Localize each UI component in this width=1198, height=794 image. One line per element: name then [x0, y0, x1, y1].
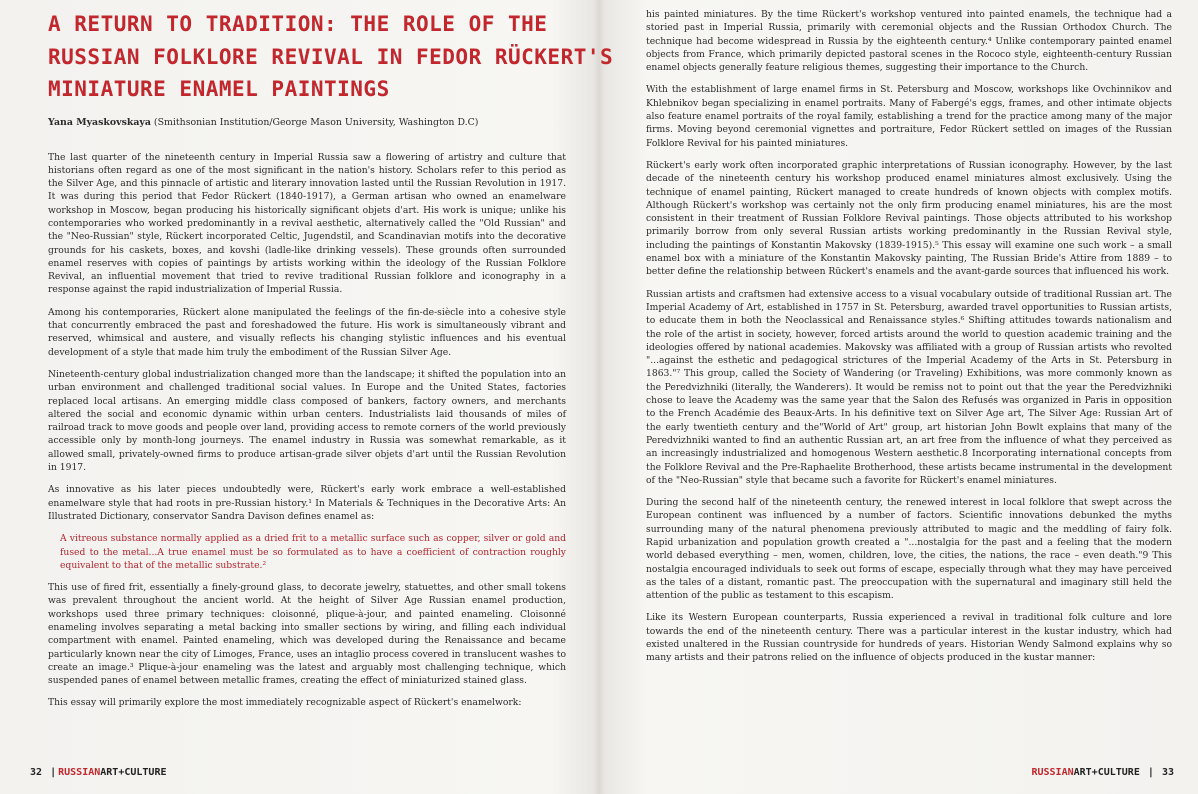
brand-russian: RUSSIAN	[1031, 767, 1074, 778]
left-footer	[30, 767, 167, 778]
footer-separator: |	[50, 767, 57, 778]
paragraph: During the second half of the nineteenth century, the renewed interest in local folklore that swept across the European continent was influenced by a number of factors. Scientific innovations debunked the myths surrounding many of the natural phenomena previously attributed to magic and the meddling of fairy folk. Rapid urbanization and population growth created a "...nostalgia for the past and a feeling that the modern world debased everything – men, women, children, love, the cities, the nations, the race – even death."9 This nostalgia encouraged individuals to seek out forms of escape, especially through what they may have perceived as the tales of a distant, romantic past. The preoccupation with the supernatural and imaginary still held the attention of the public as testament to this escapism.	[646, 497, 1172, 602]
paragraph: This use of fired frit, essentially a finely-ground glass, to decorate jewelry, statuettes, and other small tokens was prevalent throughout the ancient world. At the height of Silver Age Russian enamel production, workshops used three primary techniques: cloisonné, plique-à-jour, and painted enameling. Cloisonné enameling involves separating a metal backing into smaller sections by wiring, and filling each individual compartment with enamel. Painted enameling, which was developed during the Renaissance and became particularly known near the city of Limoges, France, uses an intaglio process covered in translucent washes to create an image.³ Plique-à-jour enameling was the latest and arguably most challenging technique, which suspended panes of enamel between metallic frames, creating the effect of miniaturized stained glass.	[48, 582, 566, 687]
right-page	[602, 0, 1198, 794]
paragraph: Among his contemporaries, Rückert alone manipulated the feelings of the fin-de-siècle into a cohesive style that concurrently embraced the past and foreshadowed the future. His work is simultaneously vibrant and reserved, whimsical and austere, and visually reflects his changing stylistic influences and his eventual development of a style that made him truly the embodiment of the Russian Silver Age.	[48, 306, 566, 358]
paragraph: Russian artists and craftsmen had extensive access to a visual vocabulary outside of traditional Russian art. The Imperial Academy of Art, established in 1757 in St. Petersburg, awarded travel opportunities to Russian artists, to educate them in both the Neoclassical and Renaissance styles.⁶ Shifting attitudes towards nationalism and the role of the artist in society, however, forced artists around the world to question academic training and the ideologies offered by national academies. Makovsky was affiliated with a group of Russian artists who revolted "...against the esthetic and pedagogical strictures of the Imperial Academy of the Arts in St. Petersburg in 1863."⁷ This group, called the Society of Wandering (or Traveling) Exhibitions, was more commonly known as the Peredvizhniki (literally, the Wanderers). It would be remiss not to point out that the year the Peredvizhniki chose to leave the Academy was the same year that the Salon des Refusés was organized in Paris in opposition to the French Académie des Beaux-Arts. In his definitive text on Silver Age art, The Silver Age: Russian Art of the early twentieth century and the"World of Art" group, art historian John Bowlt explains that many of the Peredvizhniki wanted to find an authentic Russian art, an art free from the influence of what they perceived as an increasingly industrialized and homogenous Western aesthetic.8 Incorporating international concepts from the Folklore Revival and the Pre-Raphaelite Brotherhood, these artists became instrumental in the development of the "Neo-Russian" style that became such a favorite for Rückert's enamel miniatures.	[646, 288, 1172, 486]
brand-art-culture: ART+CULTURE	[1073, 767, 1140, 778]
paragraph: With the establishment of large enamel firms in St. Petersburg and Moscow, workshops like Ovchinnikov and Khlebnikov began specializing in enamel portraits. Many of Fabergé's eggs, frames, and other intimate objects also feature enamel portraits of the royal family, establishing a trend for the practice among many of the major firms. Moving beyond ceremonial vignettes and portraiture, Fedor Rückert settled on images of the Russian Folklore Revival for his painted miniatures.	[646, 84, 1172, 149]
right-footer	[1031, 767, 1174, 778]
page-number: 32	[30, 767, 43, 778]
block-quote: A vitreous substance normally applied as a dried frit to a metallic surface such as copper, silver or gold and fused to the metal...A true enamel must be so formulated as to have a coefficient of contraction roughly equivalent to that of the metallic substrate.²	[60, 533, 566, 571]
author-name: Yana Myaskovskaya	[48, 116, 151, 128]
paragraph: Nineteenth-century global industrialization changed more than the landscape; it shifted the population into an urban environment and challenged traditional social values. In Europe and the United States, factories replaced local artisans. An emerging middle class composed of bankers, factory owners, and merchants altered the social and economic dynamic within urban centers. Industrialists laid thousands of miles of railroad track to move goods and people over land, providing access to remote corners of the world previously accessible only by month-long journeys. The enamel industry in Russia was somewhat remarkable, as it allowed small, privately-owned firms to produce artisan-grade silver objets d'art until the Russian Revolution in 1917.	[48, 368, 566, 474]
paragraph: As innovative as his later pieces undoubtedly were, Rückert's early work embrace a well-established enamelware style that had roots in pre-Russian history.¹ In Materials & Techniques in the Decorative Arts: An Illustrated Dictionary, conservator Sandra Davison defines enamel as:	[48, 484, 566, 522]
page-number: 33	[1161, 767, 1174, 778]
paragraph: his painted miniatures. By the time Rückert's workshop ventured into painted enamels, the technique had a storied past in Imperial Russia, primarily with ceremonial objects and the Russian Orthodox Church. The technique had become widespread in Russia by the eighteenth century.⁴ Unlike contemporary painted enamel objects from France, which primarily depicted pastoral scenes in the Rococo style, eighteenth-century Russian enamel objects generally feature religious themes, suggesting their importance to the Church.	[646, 9, 1172, 74]
author-affiliation: (Smithsonian Institution/George Mason University, Washington D.C)	[150, 116, 479, 128]
paragraph: The last quarter of the nineteenth century in Imperial Russia saw a flowering of artistry and culture that historians often regard as one of the most significant in the nation's history. Scholars refer to this period as the Silver Age, and this pinnacle of artistic and literary innovation lasted until the Russian Revolution in 1917. It was during this period that Fedor Rückert (1840-1917), a German artisan who owned an enamelware workshop in Moscow, began producing his historically significant objets d'art. His work is unique; unlike his contemporaries who worked predominantly in a revival aesthetic, alternatively called the "Old Russian" and the "Neo-Russian" style, Rückert incorporated Celtic, Jugendstil, and Scandinavian motifs into the decorative grounds for his caskets, boxes, and kovshi (ladle-like drinking vessels). These grounds often surrounded enamel reserves with copies of paintings by artists working within the ideology of the Russian Folklore Revival, an influential movement that tried to revive traditional Russian folklore and iconography in a response against the rapid industrialization of Imperial Russia.	[48, 151, 566, 296]
right-body-text	[646, 8, 1172, 665]
brand-russian: RUSSIAN	[58, 767, 101, 778]
footer-separator: |	[1147, 767, 1154, 778]
paragraph: This essay will primarily explore the most immediately recognizable aspect of Rückert's enamelwork:	[48, 697, 522, 709]
left-body-text	[48, 151, 566, 710]
title-line-3: MINIATURE ENAMEL PAINTINGS	[48, 77, 390, 101]
paragraph: Like its Western European counterparts, Russia experienced a revival in traditional folk culture and lore towards the end of the nineteenth century. There was a particular interest in the kustar industry, which had existed unaltered in the Russian countryside for hundreds of years. Historian Wendy Salmond explains why so many artists and their patrons relied on the influence of objects produced in the kustar manner:	[646, 612, 1172, 664]
title-line-1: A RETURN TO TRADITION: THE ROLE OF THE	[48, 12, 548, 36]
article-title	[48, 8, 614, 106]
paragraph: Rückert's early work often incorporated graphic interpretations of Russian iconography. However, by the last decade of the nineteenth century his workshop produced enamel miniatures almost exclusively. Using the technique of enamel painting, Rückert managed to create hundreds of known objects with complex motifs. Although Rückert's workshop was certainly not the only firm producing enamel miniatures, his are the most consistent in their treatment of Russian Folklore Revival paintings. Those objects attributed to his workshop primarily borrow from only several Russian artists working predominantly in the Russian Revival style, including the paintings of Konstantin Makovsky (1839-1915).⁵ This essay will examine one such work – a small enamel box with a miniature of the Konstantin Makovsky painting, The Russian Bride's Attire from 1889 – to better define the relationship between Rückert's enamels and the avant-garde sources that influenced his work.	[646, 159, 1172, 278]
author-byline	[48, 116, 566, 129]
brand-art-culture: ART+CULTURE	[100, 767, 167, 778]
title-line-2: RUSSIAN FOLKLORE REVIVAL IN FEDOR RÜCKERT'S	[48, 44, 614, 69]
